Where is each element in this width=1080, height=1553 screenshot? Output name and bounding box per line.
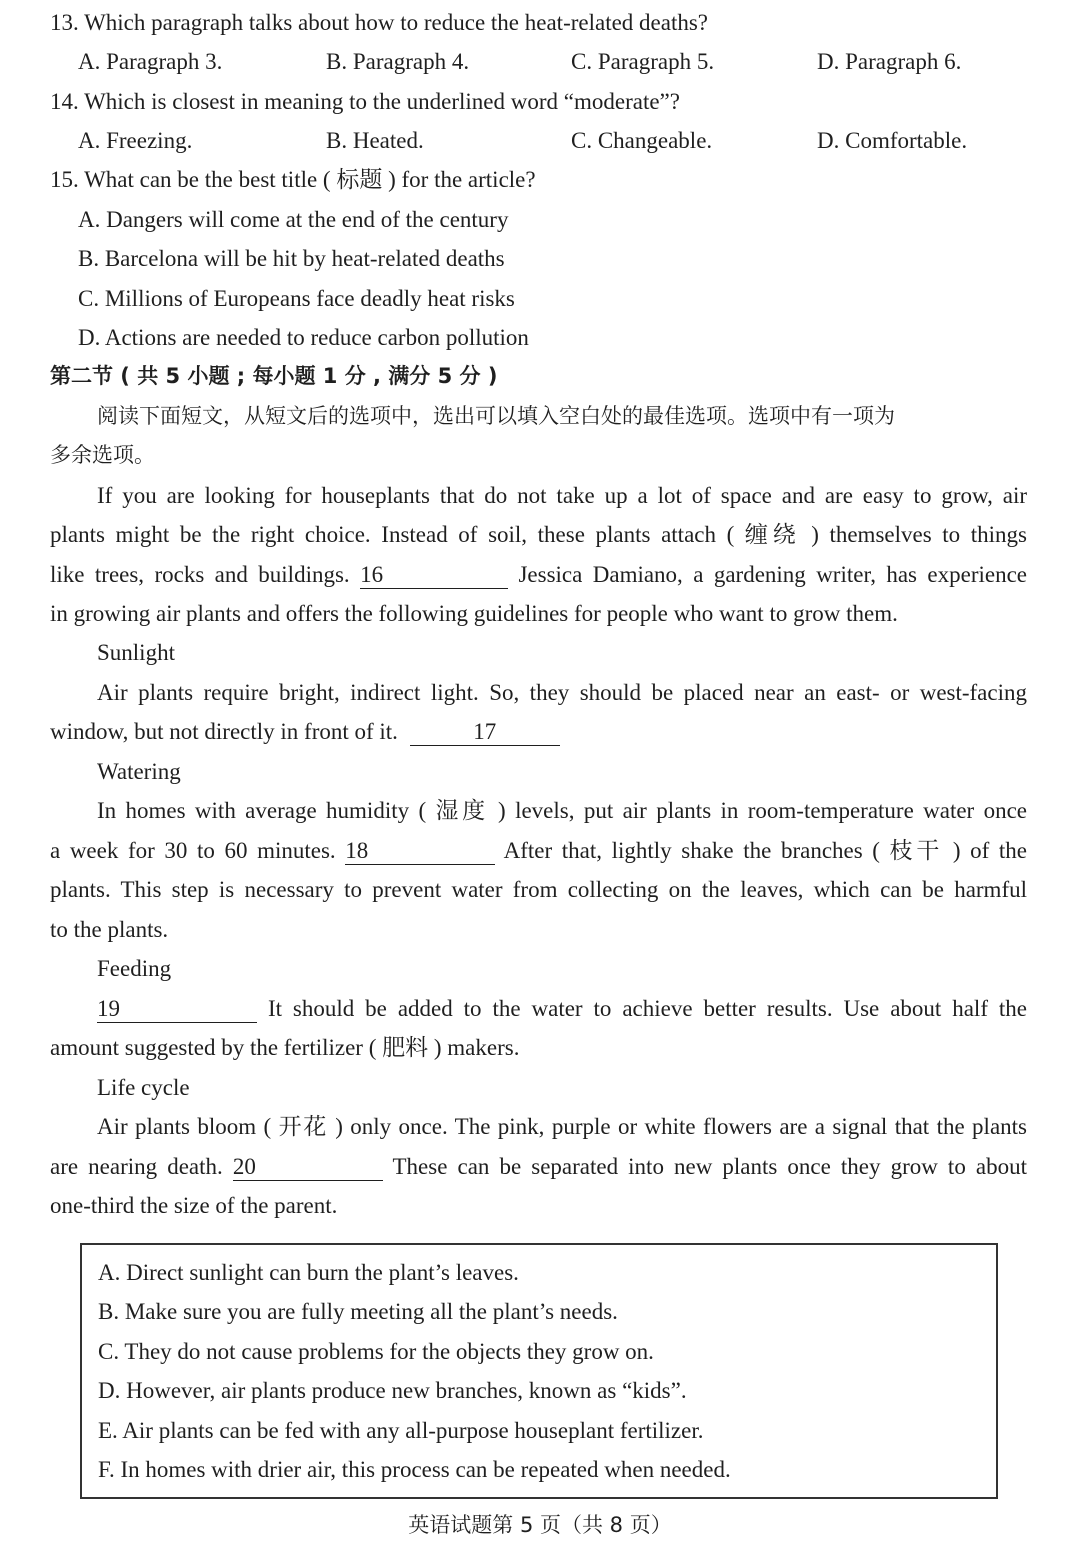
question-13-stem: 13. Which paragraph talks about how to reduce the heat-related deaths? bbox=[50, 10, 709, 35]
intro-line-4: in growing air plants and offers the following guidelines for people who want to grow them. bbox=[50, 601, 898, 626]
question-13-option-b: B. Paragraph 4. bbox=[326, 49, 470, 74]
question-13-option-a: A. Paragraph 3. bbox=[78, 49, 223, 74]
question-13-option-c: C. Paragraph 5. bbox=[571, 49, 715, 74]
question-15-option-b: B. Barcelona will be hit by heat-related deaths bbox=[78, 246, 505, 271]
question-15-option-d: D. Actions are needed to reduce carbon pollution bbox=[78, 325, 529, 350]
question-15-stem: 15. What can be the best title ( 标题 ) for the article? bbox=[50, 167, 536, 192]
choice-b: B. Make sure you are fully meeting all the plant’s needs. bbox=[98, 1299, 618, 1324]
lifecycle-heading: Life cycle bbox=[97, 1075, 190, 1100]
choice-c: C. They do not cause problems for the objects they grow on. bbox=[98, 1339, 654, 1364]
question-15-option-a: A. Dangers will come at the end of the century bbox=[78, 207, 509, 232]
sunlight-heading: Sunlight bbox=[97, 640, 175, 665]
feeding-line-2: amount suggested by the fertilizer ( 肥料 ) makers. bbox=[50, 1035, 520, 1060]
sunlight-line-2-before: window, but not directly in front of it. bbox=[50, 719, 398, 744]
feeding-line-1-after: It should be added to the water to achieve better results. Use about half the bbox=[267, 996, 1028, 1021]
blank-20: 20 bbox=[233, 1154, 383, 1181]
lifecycle-line-2 bbox=[50, 1147, 1027, 1186]
watering-line-2-after: After that, lightly shake the branches ( 枝干 ) of the bbox=[503, 838, 1028, 863]
question-15-option-c: C. Millions of Europeans face deadly heat risks bbox=[78, 286, 515, 311]
lifecycle-line-1: Air plants bloom ( 开花 ) only once. The pink, purple or white flowers are a signal that the plants bbox=[97, 1114, 1027, 1139]
question-14-option-a: A. Freezing. bbox=[78, 128, 193, 153]
question-14-option-d: D. Comfortable. bbox=[817, 128, 968, 153]
choice-a: A. Direct sunlight can burn the plant’s leaves. bbox=[98, 1260, 519, 1285]
question-14-option-b: B. Heated. bbox=[326, 128, 424, 153]
question-14-stem: 14. Which is closest in meaning to the underlined word “moderate”? bbox=[50, 89, 680, 114]
section-2-instruction-line-2: 多余选项。 bbox=[50, 443, 155, 467]
sunlight-line-2 bbox=[50, 712, 560, 751]
lifecycle-line-3: one-third the size of the parent. bbox=[50, 1193, 338, 1218]
section-2-heading: 第二节 ( 共 5 小题 ; 每小题 1 分 , 满分 5 分 ) bbox=[50, 364, 498, 388]
intro-line-3-after: Jessica Damiano, a gardening writer, has experience bbox=[518, 562, 1027, 587]
watering-line-2-before: a week for 30 to 60 minutes. bbox=[50, 838, 336, 863]
watering-line-1: In homes with average humidity ( 湿度 ) levels, put air plants in room-temperature water once bbox=[97, 798, 1027, 823]
lifecycle-line-2-before: are nearing death. bbox=[50, 1154, 223, 1179]
watering-line-2 bbox=[50, 831, 1027, 870]
feeding-heading: Feeding bbox=[97, 956, 172, 981]
question-14-option-c: C. Changeable. bbox=[571, 128, 713, 153]
intro-line-1: If you are looking for houseplants that do not take up a lot of space and are easy to grow, air bbox=[97, 483, 1027, 508]
question-13-option-d: D. Paragraph 6. bbox=[817, 49, 962, 74]
lifecycle-line-2-after: These can be separated into new plants once they grow to about bbox=[392, 1154, 1027, 1179]
choice-e: E. Air plants can be fed with any all-purpose houseplant fertilizer. bbox=[98, 1418, 704, 1443]
section-2-instruction-line-1: 阅读下面短文，从短文后的选项中，选出可以填入空白处的最佳选项。选项中有一项为 bbox=[97, 404, 895, 428]
watering-line-4: to the plants. bbox=[50, 917, 169, 942]
choices-box bbox=[80, 1243, 998, 1499]
intro-line-3 bbox=[50, 555, 1027, 594]
watering-heading: Watering bbox=[97, 759, 181, 784]
sunlight-line-1: Air plants require bright, indirect light. So, they should be placed near an east- or west-facing bbox=[97, 680, 1027, 705]
choice-f: F. In homes with drier air, this process can be repeated when needed. bbox=[98, 1457, 731, 1482]
blank-16: 16 bbox=[360, 562, 508, 589]
watering-line-3: plants. This step is necessary to prevent water from collecting on the leaves, which can be harmful bbox=[50, 877, 1027, 902]
blank-17: 17 bbox=[410, 719, 560, 746]
blank-18: 18 bbox=[345, 838, 495, 865]
blank-19: 19 bbox=[97, 996, 257, 1023]
feeding-line-1 bbox=[97, 989, 1027, 1028]
intro-line-3-before: like trees, rocks and buildings. bbox=[50, 562, 350, 587]
intro-line-2: plants might be the right choice. Instead of soil, these plants attach ( 缠绕 ) themselves to things bbox=[50, 522, 1027, 547]
page-footer: 英语试题第 5 页（共 8 页） bbox=[408, 1513, 672, 1537]
choice-d: D. However, air plants produce new branches, known as “kids”. bbox=[98, 1378, 687, 1403]
